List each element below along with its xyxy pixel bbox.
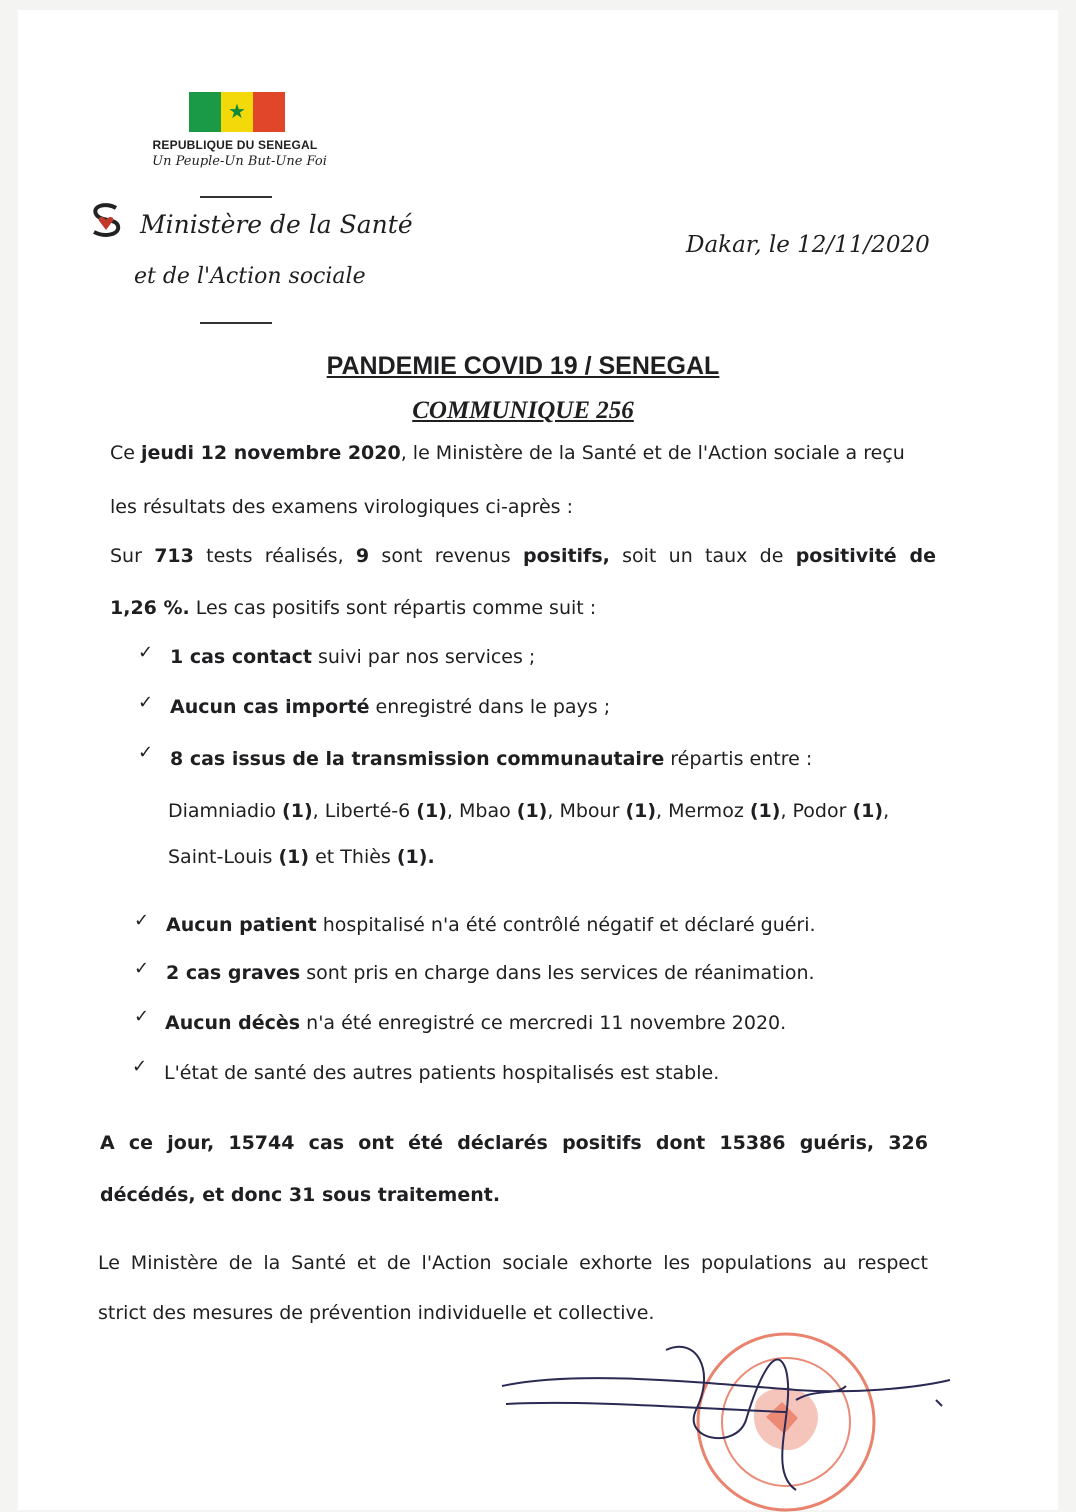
flag-star-icon: ★ — [228, 99, 246, 123]
bullet-contact — [170, 646, 535, 668]
closing-line-1 — [98, 1252, 928, 1274]
national-motto: Un Peuple-Un But-Une Foi — [152, 154, 327, 169]
ministry-name: Ministère de la Santé — [140, 210, 413, 239]
locality-count: (1) — [625, 800, 657, 822]
summary-line-2 — [100, 1184, 500, 1206]
ministry-logo-icon — [86, 200, 126, 240]
page-title: PANDEMIE COVID 19 / SENEGAL — [326, 352, 720, 380]
text: répartis entre : — [664, 748, 813, 770]
check-icon: ✓ — [138, 742, 154, 763]
locality-name: Saint-Louis — [168, 846, 273, 868]
text: n'a été enregistré ce mercredi 11 novembre 2020. — [300, 1012, 787, 1034]
check-icon: ✓ — [138, 692, 154, 713]
closing-line-2: strict des mesures de prévention individuelle et collective. — [98, 1302, 655, 1324]
locality-name: Thiès — [340, 846, 391, 868]
text: enregistré dans le pays ; — [369, 696, 611, 718]
intro-line-1 — [110, 442, 905, 464]
text: , le Ministère de la Santé et de l'Action sociale a reçu — [400, 442, 905, 464]
locality-name: Mbao — [458, 800, 511, 822]
bullet-recovered — [166, 914, 816, 936]
separator: , — [312, 800, 325, 822]
text: Les cas positifs sont répartis comme suit : — [189, 597, 597, 619]
bullet-community — [170, 748, 812, 770]
check-icon: ✓ — [138, 642, 154, 663]
locality-name: Mbour — [559, 800, 620, 822]
flag-red-band — [253, 92, 285, 132]
communique-number: COMMUNIQUE 256 — [412, 397, 634, 424]
text-bold: positifs, — [522, 545, 610, 567]
text: soit un taux de — [609, 545, 796, 567]
bullet-deaths — [165, 1012, 786, 1034]
text-bold: Aucun patient — [166, 914, 317, 936]
flag-green-band — [189, 92, 221, 132]
bullet-serious — [166, 962, 815, 984]
ministry-name-line2: et de l'Action sociale — [134, 264, 366, 289]
text-bold: 2 cas graves — [166, 962, 301, 984]
text-bold: 1 cas contact — [170, 646, 312, 668]
text: sont pris en charge dans les services de réanimation. — [300, 962, 815, 984]
positivity-rate: 1,26 %. — [110, 597, 190, 619]
check-icon: ✓ — [134, 910, 150, 931]
text: Ce — [110, 442, 141, 464]
text: sont revenus — [369, 545, 523, 567]
intro-line-4 — [110, 597, 596, 619]
tests-count: 713 — [154, 545, 194, 567]
text-bold: 8 cas issus de la transmission communautaire — [170, 748, 665, 770]
locality-name: Podor — [792, 800, 847, 822]
intro-line-3 — [110, 545, 936, 567]
locality-count: (1) — [396, 846, 428, 868]
text: suivi par nos services ; — [311, 646, 536, 668]
check-icon: ✓ — [132, 1056, 148, 1077]
divider — [200, 196, 272, 198]
locality-count: (1) — [749, 800, 781, 822]
dateline: Dakar, le 12/11/2020 — [686, 232, 930, 258]
summary-line-1 — [100, 1132, 928, 1154]
localities-line-1 — [168, 800, 889, 822]
separator: . — [427, 846, 435, 868]
locality-name: Mermoz — [668, 800, 744, 822]
separator: , — [883, 800, 890, 822]
check-icon: ✓ — [134, 1006, 150, 1027]
text: tests réalisés, — [193, 545, 356, 567]
positive-count: 9 — [355, 545, 370, 567]
summary-text: A ce jour, 15744 cas ont été déclarés positifs dont 15386 guéris, 326 — [100, 1132, 928, 1154]
separator: , — [547, 800, 560, 822]
locality-count: (1) — [516, 800, 548, 822]
check-icon: ✓ — [134, 958, 150, 979]
divider — [200, 322, 272, 324]
intro-line-2: les résultats des examens virologiques ci-après : — [110, 496, 574, 518]
bullet-imported — [170, 696, 610, 718]
locality-name: Liberté-6 — [324, 800, 411, 822]
country-name: REPUBLIQUE DU SENEGAL — [152, 138, 318, 152]
text-bold: positivité de — [795, 545, 936, 567]
closing-text: Le Ministère de la Santé et de l'Action sociale exhorte les populations au respect — [98, 1252, 928, 1274]
locality-count: (1) — [852, 800, 884, 822]
locality-count: (1) — [278, 846, 310, 868]
locality-count: (1) — [416, 800, 447, 822]
separator: et — [309, 846, 341, 868]
signature-icon — [496, 1330, 956, 1512]
bullet-stable: L'état de santé des autres patients hospitalisés est stable. — [164, 1062, 720, 1084]
separator: , — [656, 800, 669, 822]
separator: , — [780, 800, 793, 822]
text: hospitalisé n'a été contrôlé négatif et déclaré guéri. — [316, 914, 816, 936]
locality-name: Diamniadio — [168, 800, 276, 822]
localities-line-2 — [168, 846, 435, 868]
text: Sur — [110, 545, 155, 567]
senegal-flag-icon — [189, 92, 285, 132]
date-bold: jeudi 12 novembre 2020 — [141, 442, 401, 464]
text-bold: Aucun cas importé — [170, 696, 370, 718]
separator: , — [446, 800, 459, 822]
text-bold: Aucun décès — [165, 1012, 301, 1034]
locality-count: (1) — [282, 800, 313, 822]
summary-text: décédés, et donc 31 sous traitement. — [100, 1184, 501, 1206]
